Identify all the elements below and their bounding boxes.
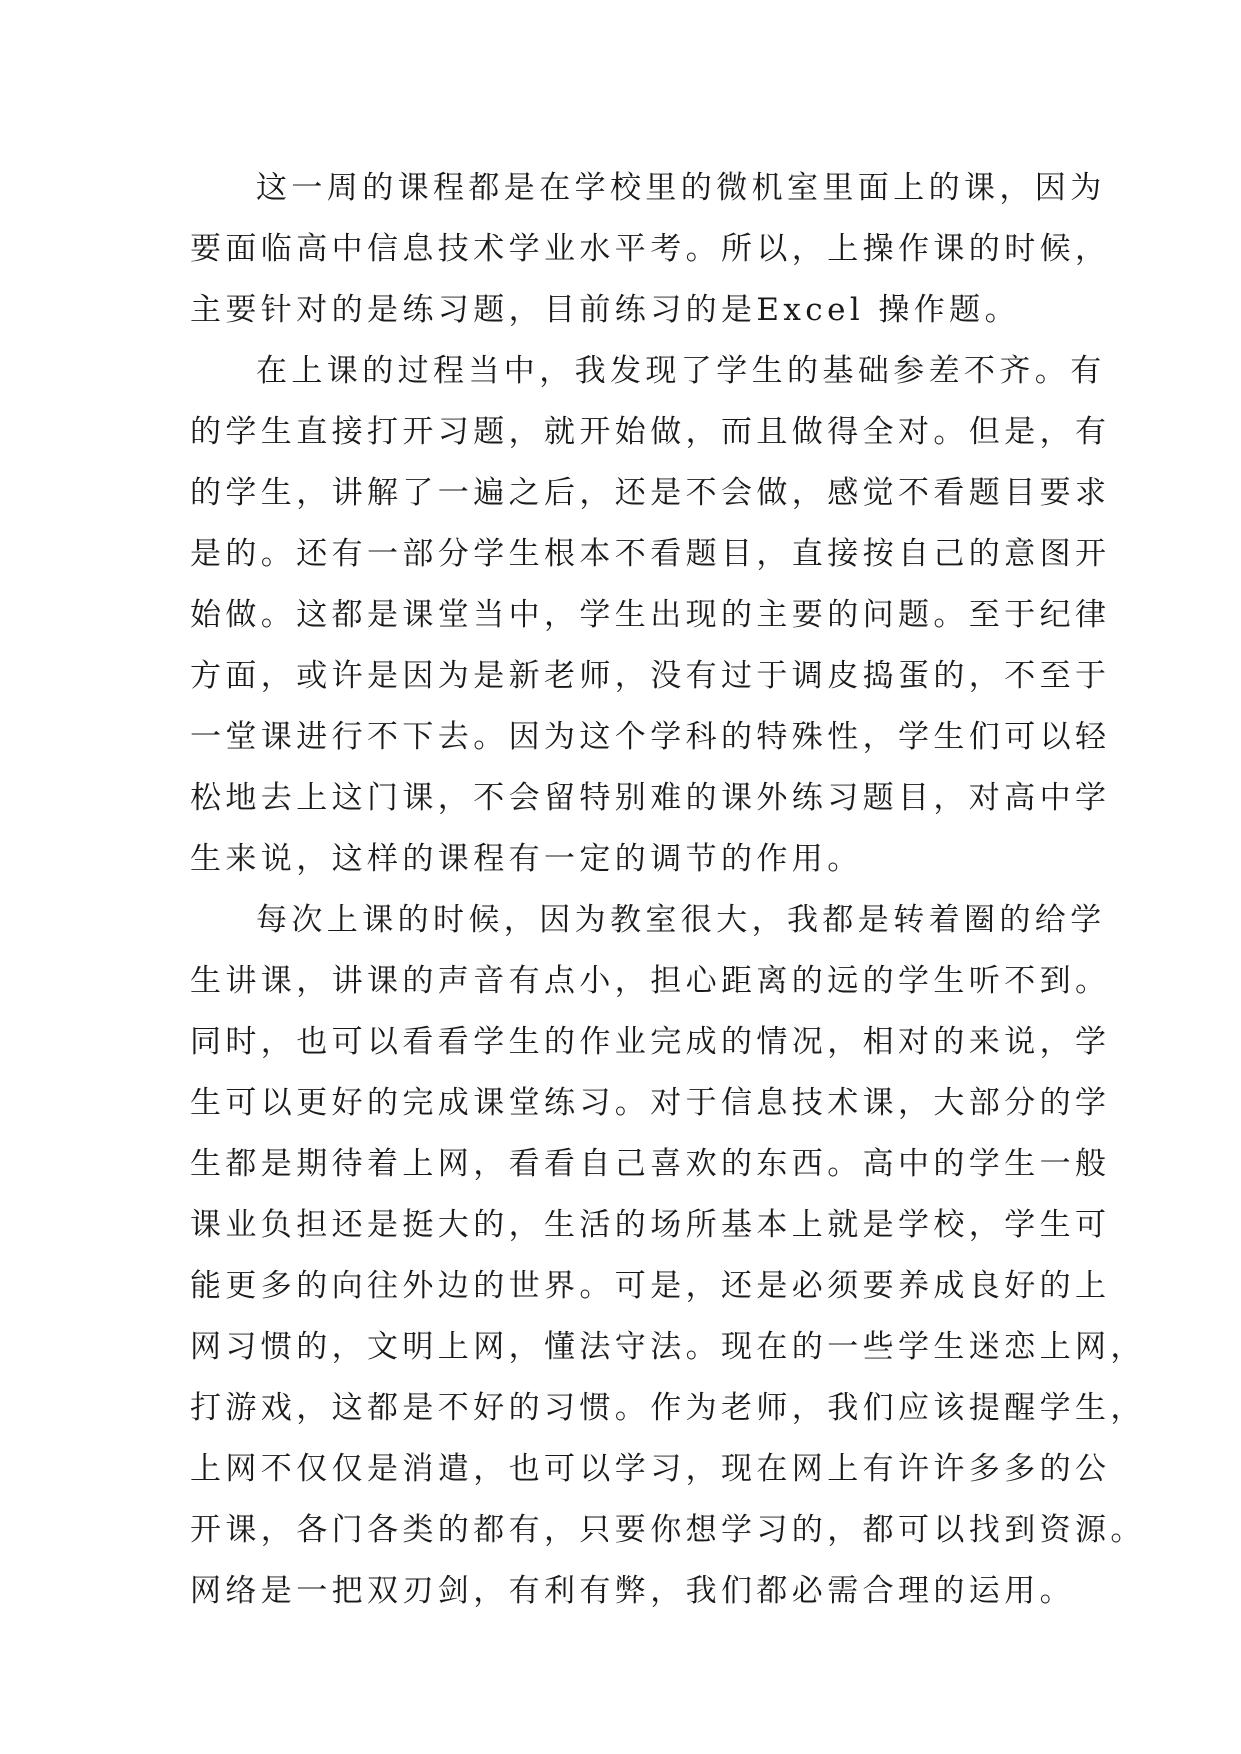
document-body xyxy=(190,158,1146,1622)
paragraph-line: 主要针对的是练习题，目前练习的是Excel 操作题。 xyxy=(190,292,1020,328)
paragraph-2 xyxy=(190,341,1111,890)
paragraph-line: 生都是期待着上网，看看自己喜欢的东西。高中的学生一般 xyxy=(190,1146,1111,1182)
paragraph-line: 在上课的过程当中，我发现了学生的基础参差不齐。有 xyxy=(256,353,1106,389)
paragraph-3 xyxy=(190,890,1146,1622)
paragraph-line: 生来说，这样的课程有一定的调节的作用。 xyxy=(190,841,863,877)
paragraph-line: 要面临高中信息技术学业水平考。所以，上操作课的时候， xyxy=(190,231,1111,267)
paragraph-line: 这一周的课程都是在学校里的微机室里面上的课，因为 xyxy=(256,170,1106,206)
paragraph-line: 方面，或许是因为是新老师，没有过于调皮捣蛋的，不至于 xyxy=(190,658,1111,694)
paragraph-line: 的学生直接打开习题，就开始做，而且做得全对。但是，有 xyxy=(190,414,1111,450)
paragraph-line: 上网不仅仅是消遣，也可以学习，现在网上有许许多多的公 xyxy=(190,1451,1111,1487)
paragraph-line: 生讲课，讲课的声音有点小，担心距离的远的学生听不到。 xyxy=(190,963,1111,999)
paragraph-line: 每次上课的时候，因为教室很大，我都是转着圈的给学 xyxy=(256,902,1106,938)
paragraph-line: 能更多的向往外边的世界。可是，还是必须要养成良好的上 xyxy=(190,1268,1111,1304)
paragraph-1 xyxy=(190,158,1111,341)
paragraph-line: 网络是一把双刃剑，有利有弊，我们都必需合理的运用。 xyxy=(190,1573,1075,1609)
paragraph-line: 是的。还有一部分学生根本不看题目，直接按自己的意图开 xyxy=(190,536,1111,572)
paragraph-line: 始做。这都是课堂当中，学生出现的主要的问题。至于纪律 xyxy=(190,597,1111,633)
paragraph-line: 打游戏，这都是不好的习惯。作为老师，我们应该提醒学生， xyxy=(190,1390,1146,1426)
paragraph-line: 生可以更好的完成课堂练习。对于信息技术课，大部分的学 xyxy=(190,1085,1111,1121)
paragraph-line: 网习惯的，文明上网，懂法守法。现在的一些学生迷恋上网， xyxy=(190,1329,1146,1365)
paragraph-line: 一堂课进行不下去。因为这个学科的特殊性，学生们可以轻 xyxy=(190,719,1111,755)
paragraph-line: 同时，也可以看看学生的作业完成的情况，相对的来说，学 xyxy=(190,1024,1111,1060)
paragraph-line: 松地去上这门课，不会留特别难的课外练习题目，对高中学 xyxy=(190,780,1111,816)
paragraph-line: 的学生，讲解了一遍之后，还是不会做，感觉不看题目要求 xyxy=(190,475,1111,511)
paragraph-line: 开课，各门各类的都有，只要你想学习的，都可以找到资源。 xyxy=(190,1512,1146,1548)
paragraph-line: 课业负担还是挺大的，生活的场所基本上就是学校，学生可 xyxy=(190,1207,1111,1243)
